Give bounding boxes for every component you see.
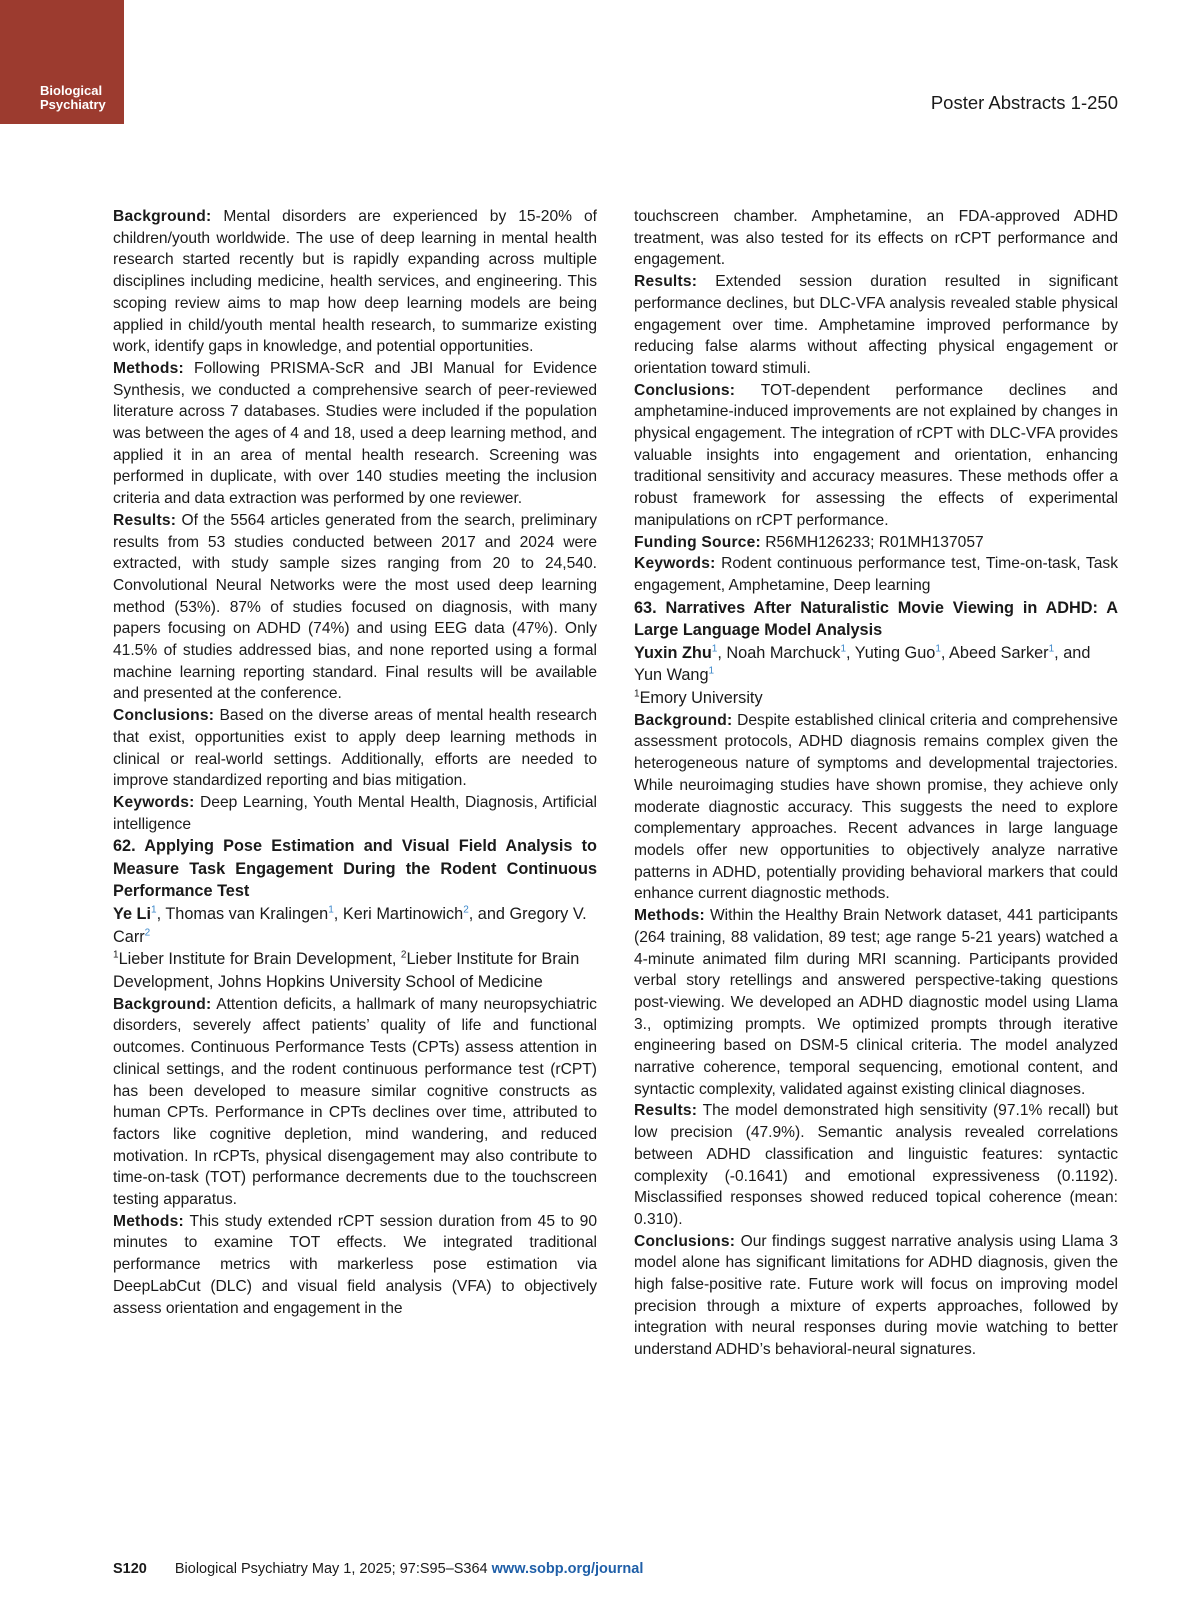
abstract-63-conclusions bbox=[634, 1231, 1118, 1361]
journal-logo-text bbox=[40, 84, 106, 112]
author-affil-sup[interactable]: 1 bbox=[711, 643, 718, 655]
left-column bbox=[113, 206, 597, 1319]
section-text: Extended session duration resulted in significant performance declines, but DLC-VFA analysis revealed stable physical engagement over time. Amphetamine improved performance by reducing false alarms without affecting physical engagement or orientation toward stimuli. bbox=[634, 273, 1118, 377]
section-text: TOT-dependent performance declines and amphetamine-induced improvements are not explained by changes in physical engagement. The integration of rCPT with DLC-VFA provides valuable insights into engagement and orientation, enhancing traditional sensitivity and accuracy measures. These methods offer a robust framework for assessing the effects of experimental manipulations on rCPT performance. bbox=[634, 381, 1118, 529]
section-text: Mental disorders are experienced by 15-20% of children/youth worldwide. The use of deep learning in mental health research started recently but is rapidly expanding across multiple disciplines including medicine, health services, and engineering. This scoping review aims to map how deep learning models are being applied in child/youth mental health research, to summarize existing work, identify gaps in knowledge, and potential opportunities. bbox=[113, 208, 597, 356]
abstract-62-funding bbox=[634, 532, 1118, 554]
section-label: Background: bbox=[113, 995, 212, 1013]
section-label: Results: bbox=[113, 511, 177, 529]
journal-logo-line1: Biological bbox=[40, 83, 103, 98]
author-affil-sup[interactable]: 1 bbox=[1048, 643, 1055, 655]
author-affil-sup[interactable]: 2 bbox=[463, 904, 469, 916]
section-label: Background: bbox=[634, 711, 733, 729]
abstract-62-background bbox=[113, 994, 597, 1211]
affil-text: Lieber Institute for Brain Development, bbox=[118, 950, 401, 969]
section-label: Conclusions: bbox=[634, 1232, 736, 1250]
abstract-63-title: 63. Narratives After Naturalistic Movie Viewing in ADHD: A Large Language Model Analysis bbox=[634, 598, 1118, 640]
section-text: This study extended rCPT session duration from 45 to 90 minutes to examine TOT effects. We integrated traditional performance metrics with markerless pose estimation via DeepLabCut (DLC) and visual field analysis (VFA) to objectively assess orientation and engagement in the bbox=[113, 1212, 597, 1317]
section-text: Following PRISMA-ScR and JBI Manual for Evidence Synthesis, we conducted a comprehensive search of peer-reviewed literature across 7 databases. Studies were included if the population was between the ages of 4 and 18, used a deep learning method, and applied it in an area of mental health research. Screening was performed in duplicate, with over 140 studies meeting the inclusion criteria and data extraction was performed by one reviewer. bbox=[113, 359, 597, 508]
author-affil-sup[interactable]: 1 bbox=[840, 643, 846, 655]
section-text: Rodent continuous performance test, Time-on-task, Task engagement, Amphetamine, Deep learning bbox=[634, 555, 1118, 594]
abstract-63-affiliations bbox=[634, 687, 1118, 710]
abstract-62-authors bbox=[113, 903, 597, 948]
section-text: Despite established clinical criteria and comprehensive assessment protocols, ADHD diagnosis remains complex given the heterogeneous nature of symptoms and developmental trajectories. While neuroimaging studies have shown promise, they achieve only moderate diagnostic accuracy. This suggests the need to explore complementary approaches. Recent advances in large language models offer new opportunities to objectively analyze narrative patterns in ADHD, potentially providing behavioral markers that could enhance current diagnostic methods. bbox=[634, 711, 1118, 903]
abstract-62-methods-continued: touchscreen chamber. Amphetamine, an FDA-approved ADHD treatment, was also tested for its effects on rCPT performance and engagement. bbox=[634, 208, 1118, 269]
abstract-61-keywords bbox=[113, 792, 597, 835]
journal-logo-line2: Psychiatry bbox=[40, 97, 106, 112]
section-label: Funding Source: bbox=[634, 533, 761, 551]
author-name: , and Yun Wang bbox=[634, 643, 1091, 685]
section-label: Conclusions: bbox=[113, 707, 215, 725]
page-footer bbox=[113, 1561, 643, 1577]
journal-logo-tab bbox=[0, 0, 124, 124]
journal-url-link[interactable]: www.sobp.org/journal bbox=[491, 1561, 644, 1577]
abstract-62-conclusions bbox=[634, 380, 1118, 532]
running-head: Poster Abstracts 1-250 bbox=[930, 92, 1118, 113]
author-name: , and Gregory V. Carr bbox=[113, 904, 587, 946]
author-affil-sup[interactable]: 1 bbox=[935, 643, 941, 655]
author-affil-sup[interactable]: 1 bbox=[151, 904, 157, 916]
abstract-62-affiliations bbox=[113, 948, 597, 993]
abstract-61-background bbox=[113, 206, 597, 358]
abstract-62-keywords bbox=[634, 553, 1118, 596]
section-label: Keywords: bbox=[634, 555, 716, 573]
author-name: Yuxin Zhu bbox=[634, 643, 712, 662]
author-affil-sup[interactable]: 2 bbox=[144, 927, 151, 939]
section-label: Results: bbox=[634, 273, 698, 291]
section-label: Results: bbox=[634, 1102, 698, 1120]
abstract-63-methods bbox=[634, 905, 1118, 1100]
section-text: R56MH126233; R01MH137057 bbox=[765, 533, 984, 551]
section-text: Based on the diverse areas of mental health research that exist, opportunities exist to apply deep learning methods in clinical or real-world settings. Additionally, efforts are needed to improve standardized reporting and bias mitigation. bbox=[113, 707, 597, 790]
right-column bbox=[634, 206, 1118, 1361]
author-name: , Keri Martinowich bbox=[333, 904, 464, 923]
section-text: The model demonstrated high sensitivity (97.1% recall) but low precision (47.9%). Semantic analysis revealed correlations between ADHD classification and linguistic features: syntactic complexity (-0.1641) and emotional expressiveness (0.1192). Misclassified responses showed reduced topical coherence (mean: 0.310). bbox=[634, 1102, 1118, 1228]
section-label: Methods: bbox=[113, 359, 184, 377]
section-text: Attention deficits, a hallmark of many neuropsychiatric disorders, severely affect patients’ quality of life and functional outcomes. Continuous Performance Tests (CPTs) assess attention in clinical settings, and the rodent continuous performance test (rCPT) has been developed to measure similar cognitive constructs as human CPTs. Performance in CPTs declines over time, attributed to factors like cognitive depletion, mind wandering, and reduced motivation. In rCPTs, physical disengagement may also contribute to time-on-task (TOT) performance decrements due to the touchscreen testing apparatus. bbox=[113, 995, 597, 1209]
section-label: Conclusions: bbox=[634, 381, 736, 399]
section-text: Of the 5564 articles generated from the search, preliminary results from 53 studies conducted between 2017 and 2024 were extracted, with study sample sizes ranging from 20 to 24,540. Convolutional Neural Networks were the most used deep learning method (53%). 87% of studies focused on diagnosis, with many papers focusing on ADHD (74%) and using EEG data (47%). Only 41.5% of studies addressed bias, and none reported using a formal machine learning reporting standard. Final results will be available and presented at the conference. bbox=[113, 511, 597, 703]
section-text: Deep Learning, Youth Mental Health, Diagnosis, Artificial intelligence bbox=[113, 793, 597, 833]
abstract-61-conclusions bbox=[113, 705, 597, 792]
abstract-62-title: 62. Applying Pose Estimation and Visual Field Analysis to Measure Task Engagement During the Rodent Continuous Performance Test bbox=[113, 837, 597, 901]
affil-sup: 1 bbox=[634, 688, 640, 700]
section-label: Methods: bbox=[634, 907, 705, 925]
author-name: , Yuting Guo bbox=[846, 643, 936, 662]
section-label: Background: bbox=[113, 208, 212, 225]
author-affil-sup[interactable]: 1 bbox=[328, 904, 334, 916]
affil-sup: 2 bbox=[400, 949, 407, 961]
section-label: Keywords: bbox=[113, 793, 195, 811]
journal-citation: Biological Psychiatry May 1, 2025; 97:S95–S364 bbox=[174, 1561, 488, 1577]
abstract-63-background bbox=[634, 710, 1118, 905]
affil-sup: 1 bbox=[113, 949, 119, 961]
abstract-62-results bbox=[634, 271, 1118, 380]
affil-text: Lieber Institute for Brain Development, Johns Hopkins University School of Medicine bbox=[113, 950, 580, 991]
abstract-61-results bbox=[113, 510, 597, 705]
section-text: Our findings suggest narrative analysis using Llama 3 model alone has significant limitations for ADHD diagnosis, given the high false-positive rate. Future work will focus on improving model precision through a mixture of experts approaches, followed by integration with neural responses during movie watching to better understand ADHD’s behavioral-neural signatures. bbox=[634, 1232, 1118, 1359]
abstract-61-methods bbox=[113, 358, 597, 510]
author-name: , Noah Marchuck bbox=[717, 643, 841, 662]
author-affil-sup[interactable]: 1 bbox=[708, 665, 715, 677]
author-name: , Thomas van Kralingen bbox=[156, 904, 329, 923]
abstract-63-results bbox=[634, 1100, 1118, 1230]
abstract-63-authors bbox=[634, 642, 1118, 687]
section-label: Methods: bbox=[113, 1212, 184, 1230]
author-name: Ye Li bbox=[113, 904, 152, 923]
section-text: Within the Healthy Brain Network dataset, 441 participants (264 training, 88 validation, 89 test; age range 5-21 years) watched a 4-minute animated film during MRI scanning. Participants provided verbal story retellings and answered perspective-taking questions post-viewing. We developed an ADHD diagnostic model using Llama 3., optimizing prompts. We optimized prompts through iterative engineering based on DSM-5 clinical criteria. The model analyzed narrative coherence, temporal sequencing, emotional content, and syntactic complexity, validated against existing clinical diagnoses. bbox=[634, 907, 1118, 1098]
abstract-62-methods bbox=[113, 1211, 597, 1320]
page-number: S120 bbox=[113, 1561, 147, 1577]
author-name: , Abeed Sarker bbox=[940, 643, 1049, 662]
affil-text: Emory University bbox=[639, 689, 763, 708]
